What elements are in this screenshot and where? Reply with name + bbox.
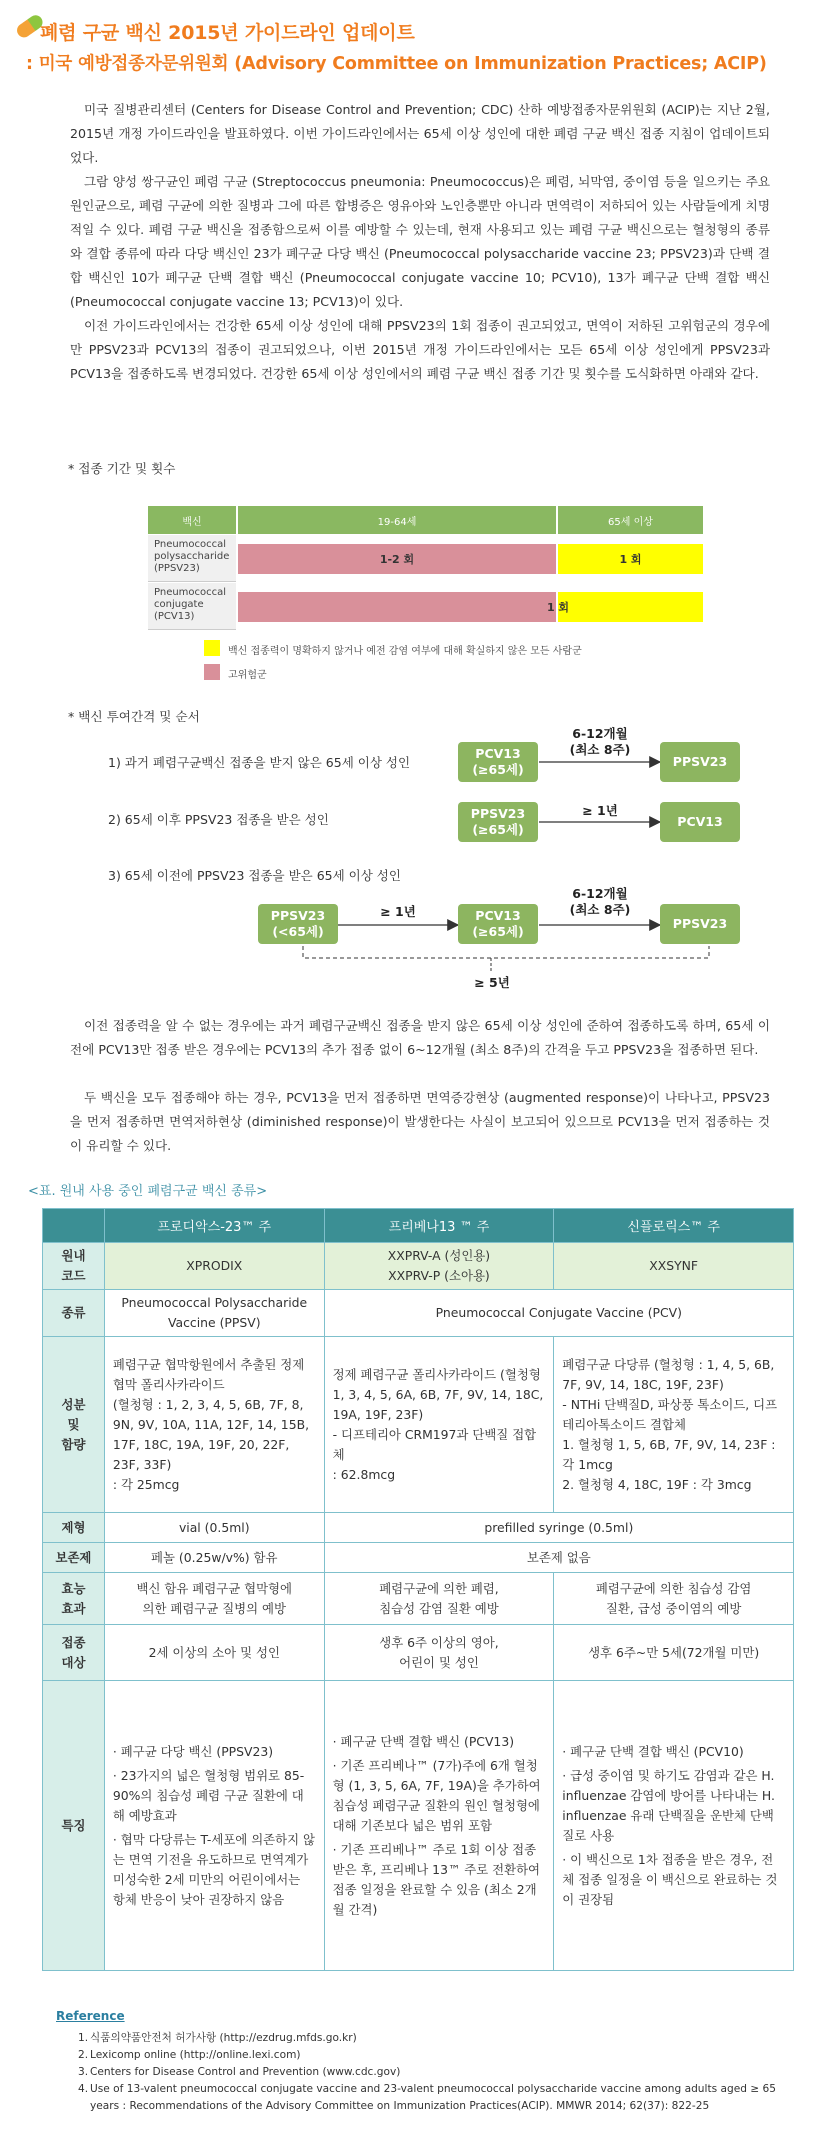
schedule-col-65: 65세 이상 (558, 506, 703, 534)
case1-label: 1) 과거 폐렴구균백신 접종을 받지 않은 65세 이상 성인 (108, 755, 411, 770)
row-label-type: 종류 (43, 1290, 105, 1337)
reference-list (78, 2030, 800, 2115)
table-caption: <표. 원내 사용 중인 폐렴구균 백신 종류> (28, 1184, 268, 1199)
table-row-code (43, 1243, 794, 1290)
table-row-target (43, 1625, 794, 1681)
reference-title: Reference (56, 2009, 125, 2023)
ppsv23-all-bar: 1 회 (558, 544, 703, 574)
case1-interval-label: 6-12개월 (최소 8주) (569, 726, 631, 757)
row-label-composition: 성분 및 함량 (43, 1337, 105, 1513)
case2-label: 2) 65세 이후 PPSV23 접종을 받은 성인 (108, 812, 329, 827)
intro-paragraph-2: 그람 양성 쌍구균인 폐렴 구균 (Streptococcus pneumonia: Pneumococcus)은 폐렴, 뇌막염, 중이염 등을 일으키는 주요 원인균으로, 폐렴 구균에 의한 질병과 그에 따른 합병증은 영유아와 노인층뿐만 아니라 면역력이 저하되어 있는 사람들에게 치명적일 수 있다. 폐렴 구균 백신을 접종함으로써 이를 예방할 수 있는데, 현재 사용되고 있는 폐렴 구균 백신으로는 혈청형의 종류와 결합 종류에 따라 다당 백신인 23가 폐구균 다당 백신 (Pneumococcal polysaccharide vaccine 23; PPSV23)과 단백 결합 백신인 10가 폐구균 단백 결합 백신 (Pneumococcal conjugate vaccine 10; PCV10), 13가 폐구균 단백 결합 백신 (Pneumococcal conjugate vaccine 13; PCV13)이 있다. (70, 174, 770, 309)
case1-pcv13-box: PCV13 (≥65세) (458, 742, 538, 782)
legend-pink-label: 고위험군 (228, 670, 267, 681)
cell-type-23: Pneumococcal Conjugate Vaccine (PCV) (324, 1290, 793, 1337)
row-label-code: 원내 코드 (43, 1243, 105, 1290)
schedule-heading: * 접종 기간 및 횟수 (68, 461, 176, 476)
case3-ppsv23-box: PPSV23 (660, 904, 740, 944)
after-paragraph-2: 두 백신을 모두 접종해야 하는 경우, PCV13을 먼저 접종하면 면역증강현상 (augmented response)이 나타나고, PPSV23을 먼저 접종하면 면역저하현상 (diminished response)이 발생한다는 사실이 보고되어 있으므로 PCV13을 먼저 접종하는 것이 유리할 수 있다. (70, 1090, 770, 1153)
case3-interval2-label: 6-12개월 (최소 8주) (569, 886, 631, 917)
page-title: 폐렴 구균 백신 2015년 가이드라인 업데이트 (40, 22, 415, 44)
header-prodiax: 프로디악스-23™ 주 (104, 1209, 324, 1243)
legend-pink-swatch (204, 664, 220, 680)
cell-code-2: XXPRV-A (성인용) XXPRV-P (소아용) (324, 1243, 554, 1290)
cell-target-1: 2세 이상의 소아 및 성인 (104, 1625, 324, 1681)
case2-pcv13-box: PCV13 (660, 802, 740, 842)
cell-target-2: 생후 6주 이상의 영아, 어린이 및 성인 (324, 1625, 554, 1681)
row-label-preservative: 보존제 (43, 1543, 105, 1573)
cell-comp-1: 폐렴구균 협막항원에서 추출된 정제 협막 폴리사카라이드 (혈청형 : 1, 2, 3, 4, 5, 6B, 7F, 8, 9N, 9V, 10A, 11A, 12F, 14, 15B, 17F, 18C, 19A, 19F, 20, 22F, 23F, 33F) : 각 25mcg (104, 1337, 324, 1513)
pcv13-dose-label: 1 회 (546, 601, 570, 614)
schedule-row-ppsv23: Pneumococcal polysaccharide (PPSV23) (148, 535, 236, 582)
legend-yellow-swatch (204, 640, 220, 656)
ppsv23-highrisk-bar: 1-2 회 (238, 544, 556, 574)
row-label-form: 제형 (43, 1513, 105, 1543)
reference-item: 3. Centers for Disease Control and Prevention (www.cdc.gov) (78, 2066, 401, 2078)
case2-interval-label: ≥ 1년 (582, 803, 618, 818)
cell-eff-1: 백신 함유 폐렴구균 협막형에 의한 폐렴구균 질병의 예방 (104, 1573, 324, 1625)
interval-heading: * 백신 투여간격 및 순서 (68, 709, 200, 724)
case2-ppsv23-box: PPSV23 (≥65세) (458, 802, 538, 842)
cell-eff-2: 폐렴구균에 의한 폐렴, 침습성 감염 질환 예방 (324, 1573, 554, 1625)
cell-eff-3: 폐렴구균에 의한 침습성 감염 질환, 급성 중이염의 예방 (554, 1573, 794, 1625)
cell-pres-1: 페놀 (0.25w/v%) 함유 (104, 1543, 324, 1573)
cell-code-1: XPRODIX (104, 1243, 324, 1290)
table-row-preservative (43, 1543, 794, 1573)
cell-feat-3: · 폐구균 단백 결합 백신 (PCV10) · 급성 중이염 및 하기도 감염과 같은 H. influenzae 감염에 방어를 나타내는 H. influenzae 유래 단백질을 운반체 단백질로 사용 · 이 백신으로 1차 접종을 받은 경우, 전체 접종 일정을 이 백신으로 완료하는 것이 권장됨 (554, 1681, 794, 1971)
header-prevenar13: 프리베나13 ™ 주 (324, 1209, 554, 1243)
cell-comp-2: 정제 폐렴구균 폴리사카라이드 (혈청형 1, 3, 4, 5, 6A, 6B, 7F, 9V, 14, 18C, 19A, 19F, 23F) - 디프테리아 CRM197과 단백질 접합체 : 62.8mcg (324, 1337, 554, 1513)
table-row-type (43, 1290, 794, 1337)
reference-item: 4. Use of 13-valent pneumococcal conjugate vaccine and 23-valent pneumococcal polysaccharide vaccine among adults aged ≥ 65 years : Recommendations of the Advisory Committee on Immunization Practices(ACIP). MMWR 2014; 62(37): 822-25 (78, 2083, 777, 2112)
table-header-row (43, 1209, 794, 1243)
schedule-chart (148, 506, 703, 628)
page-subtitle: : 미국 예방접종자문위원회 (Advisory Committee on Immunization Practices; ACIP) (26, 54, 767, 74)
after-paragraph-1: 이전 접종력을 알 수 없는 경우에는 과거 폐렴구균백신 접종을 받지 않은 65세 이상 성인에 준하여 접종하도록 하며, 65세 이전에 PCV13만 접종 받은 경우에는 PCV13의 추가 접종 없이 6~12개월 (최소 8주)의 간격을 두고 PPSV23을 접종하면 된다. (70, 1018, 770, 1057)
cell-form-1: vial (0.5ml) (104, 1513, 324, 1543)
table-row-composition (43, 1337, 794, 1513)
header-corner (43, 1209, 105, 1243)
row-label-features: 특징 (43, 1681, 105, 1971)
cell-form-23: prefilled syringe (0.5ml) (324, 1513, 793, 1543)
intro-paragraph-1: 미국 질병관리센터 (Centers for Disease Control and Prevention; CDC) 산하 예방접종자문위원회 (ACIP)는 지난 2월, 2015년 개정 가이드라인을 발표하였다. 이번 가이드라인에서는 65세 이상 성인에 대한 폐렴 구균 백신 접종 지침이 업데이트되었다. (70, 102, 770, 165)
case3-pcv13-box: PCV13 (≥65세) (458, 904, 538, 944)
reference-item: 1. 식품의약품안전처 허가사항 (http://ezdrug.mfds.go.kr) (78, 2032, 357, 2044)
cell-pres-23: 보존제 없음 (324, 1543, 793, 1573)
cell-type-1: Pneumococcal Polysaccharide Vaccine (PPSV) (104, 1290, 324, 1337)
table-row-efficacy (43, 1573, 794, 1625)
schedule-col-19-64: 19-64세 (238, 506, 556, 534)
cell-comp-3: 폐렴구균 다당류 (혈청형 : 1, 4, 5, 6B, 7F, 9V, 14, 18C, 19F, 23F) - NTHi 단백질D, 파상풍 톡소이드, 디프테리아톡소이드 결합체 1. 혈청형 1, 5, 6B, 7F, 9V, 14, 23F : 각 1mcg 2. 혈청형 4, 18C, 19F : 각 3mcg (554, 1337, 794, 1513)
case3-span-label: ≥ 5년 (474, 975, 510, 990)
table-row-features (43, 1681, 794, 1971)
pcv13-highrisk-bar (238, 592, 556, 622)
case3-ppsv23-under65-box: PPSV23 (<65세) (258, 904, 338, 944)
header-synflorix: 신플로릭스™ 주 (554, 1209, 794, 1243)
cell-feat-2: · 폐구균 단백 결합 백신 (PCV13) · 기존 프리베나™ (7가)주에 6개 혈청형 (1, 3, 5, 6A, 7F, 19A)을 추가하여 침습성 폐렴구균 질환의 원인 혈청형에 대해 기존보다 넓은 범위 포함 · 기존 프리베나™ 주로 1회 이상 접종 받은 후, 프리베나 13™ 주로 전환하여 접종 일정을 완료할 수 있음 (최소 2개월 간격) (324, 1681, 554, 1971)
schedule-col-vaccine: 백신 (148, 506, 236, 534)
reference-item: 2. Lexicomp online (http://online.lexi.com) (78, 2049, 301, 2061)
case3-label: 3) 65세 이전에 PPSV23 접종을 받은 65세 이상 성인 (108, 868, 401, 883)
cell-code-3: XXSYNF (554, 1243, 794, 1290)
cell-target-3: 생후 6주~만 5세(72개월 미만) (554, 1625, 794, 1681)
cell-feat-1: · 폐구균 다당 백신 (PPSV23) · 23가지의 넓은 혈청형 범위로 85-90%의 침습성 폐렴 구균 질환에 대해 예방효과 · 협막 다당류는 T-세포에 의존하지 않는 면역 기전을 유도하므로 면역계가 미성숙한 2세 미만의 어린이에서는 항체 반응이 낮아 권장하지 않음 (104, 1681, 324, 1971)
legend-yellow-label: 백신 접종력이 명확하지 않거나 예전 감염 여부에 대해 확실하지 않은 모든 사람군 (228, 646, 582, 657)
row-label-efficacy: 효능 효과 (43, 1573, 105, 1625)
schedule-row-pcv13: Pneumococcal conjugate (PCV13) (148, 583, 236, 630)
case1-ppsv23-box: PPSV23 (660, 742, 740, 782)
table-row-form (43, 1513, 794, 1543)
vaccine-table (42, 1208, 794, 1971)
row-label-target: 접종 대상 (43, 1625, 105, 1681)
intro-paragraph-3: 이전 가이드라인에서는 건강한 65세 이상 성인에 대해 PPSV23의 1회 접종이 권고되었고, 면역이 저하된 고위험군의 경우에만 PPSV23과 PCV13의 접종이 권고되었으나, 이번 2015년 개정 가이드라인에서는 모든 65세 이상 성인에게 PPSV23과 PCV13을 접종하도록 변경되었다. 건강한 65세 이상 성인에서의 폐렴 구균 백신 접종 기간 및 횟수를 도식화하면 아래와 같다. (70, 318, 770, 381)
case3-interval1-label: ≥ 1년 (380, 904, 416, 919)
